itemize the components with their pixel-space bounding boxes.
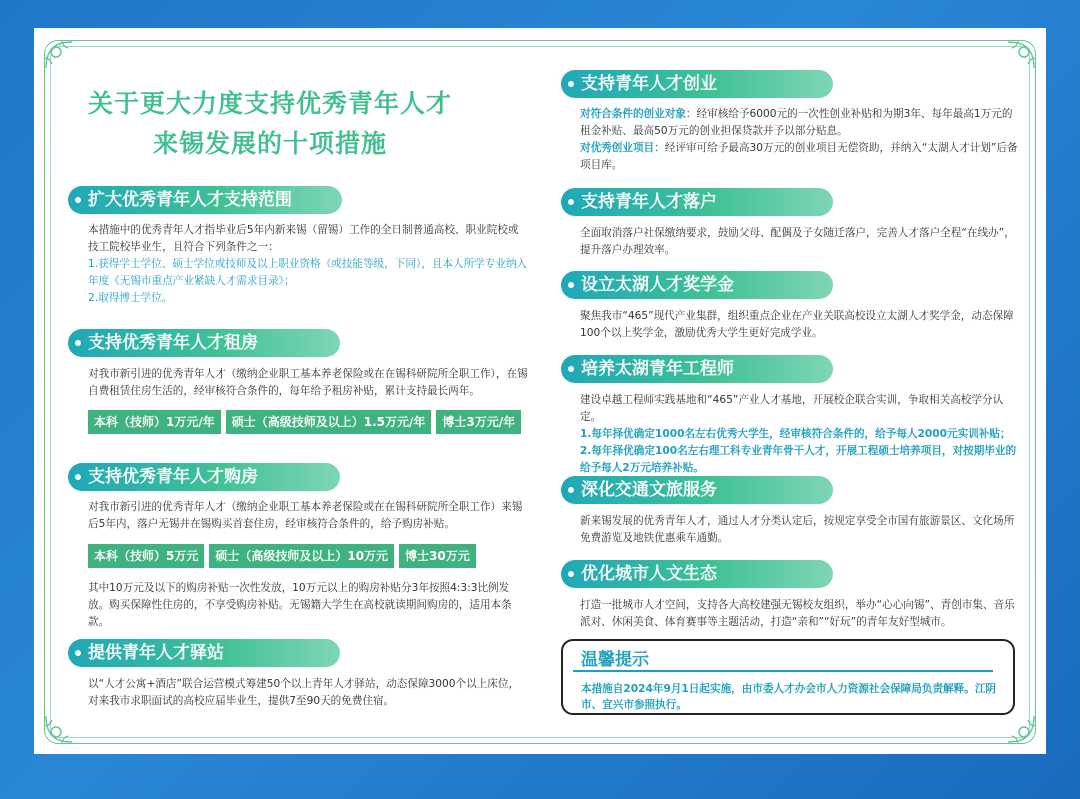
section-note-purchase: 其中10万元及以下的购房补贴一次性发放，10万元以上的购房补贴分3年按照4:3:3比例发放。购买保障性住房的，不享受购房补贴。无锡籍大学生在高校就读期间购房的，适用本条款。 (88, 582, 512, 628)
section-heading-scholarship (561, 271, 833, 299)
heading-text: 优化城市人文生态 (581, 564, 717, 584)
subsidy-box: 本科（技师）5万元 (88, 544, 204, 568)
list-item: 1.每年择优确定1000名左右优秀大学生，经审核符合条件的，给予每人2000元实训补贴； (580, 428, 1011, 440)
section-body-scope (88, 222, 528, 307)
section-body-transport: 新来锡发展的优秀青年人才，通过人才分类认定后，按规定享受全市国有旅游景区、文化场所免费游览及地铁优惠乘车通勤。 (580, 515, 1015, 544)
corner-ornament-icon (1004, 38, 1038, 72)
startup-paragraph-1 (580, 106, 1020, 140)
reminder-text: 本措施自2024年9月1日起实施，由市委人才办会市人力资源社会保障局负责解释。江阴市、宜兴市参照执行。 (581, 683, 997, 711)
heading-text: 支持优秀青年人才租房 (88, 333, 258, 353)
heading-text: 提供青年人才驿站 (88, 643, 224, 663)
reminder-box (561, 639, 1015, 715)
reminder-divider (573, 670, 993, 672)
subsidy-box: 本科（技师）1万元/年 (88, 410, 221, 434)
heading-text: 培养太湖青年工程师 (581, 359, 734, 379)
corner-ornament-icon (1004, 712, 1038, 746)
subsidy-box: 硕士（高级技师及以上）1.5万元/年 (226, 410, 432, 434)
heading-text: 设立太湖人才奖学金 (581, 275, 734, 295)
section-heading-rent (68, 329, 340, 357)
heading-text: 扩大优秀青年人才支持范围 (88, 190, 292, 210)
subsidy-box: 博士30万元 (399, 544, 476, 568)
section-body-scholarship: 聚焦我市“465”现代产业集群，组织重点企业在产业关联高校设立太湖人才奖学金，动态保障100个以上奖学金，激励优秀大学生更好完成学业。 (580, 310, 1014, 339)
section-heading-startup (561, 70, 833, 98)
section-heading-purchase (68, 463, 340, 491)
bullet-dot-icon (75, 340, 81, 346)
bullet-dot-icon (75, 474, 81, 480)
section-heading-engineer (561, 355, 833, 383)
bullet-dot-icon (568, 199, 574, 205)
body-text: 建设卓越工程师实践基地和“465”产业人才基地，开展校企联合实训，争取相关高校学分认定。 (580, 394, 1004, 423)
startup-text-2: 经评审可给予最高30万元的创业项目无偿资助，并纳入“太湖人才计划”后备项目库。 (580, 142, 1018, 171)
startup-text-1: 经审核给予6000元的一次性创业补贴和为期3年、每年最高1万元的租金补贴、最高50万元的创业担保贷款并予以部分贴息。 (580, 108, 1013, 137)
section-heading-hukou (561, 188, 833, 216)
section-body-engineer (580, 392, 1020, 477)
list-item: 1.获得学士学位、硕士学位或技师及以上职业资格（或技能等级，下同），且本人所学专业纳入年度《无锡市重点产业紧缺人才需求目录》； (88, 258, 528, 287)
section-body-rent: 对我市新引进的优秀青年人才（缴纳企业职工基本养老保险或在在锡科研院所全职工作），在锡自费租赁住房生活的，经审核符合条件的，每年给予租房补贴，累计支持最长两年。 (88, 368, 528, 397)
section-body-startup (580, 106, 1020, 174)
startup-label-1: 对符合条件的创业对象： (580, 108, 697, 120)
bullet-dot-icon (568, 571, 574, 577)
bullet-dot-icon (568, 487, 574, 493)
section-body-culture: 打造一批城市人才空间，支持各大高校建强无锡校友组织，举办“心心向锡”、青创市集、音乐派对、休闲美食、体育赛事等主题活动，打造“亲和”“好玩”的青年友好型城市。 (580, 599, 1015, 628)
reminder-title: 温馨提示 (581, 650, 649, 670)
heading-text: 支持优秀青年人才购房 (88, 467, 258, 487)
corner-ornament-icon (42, 38, 76, 72)
subsidy-box: 博士3万元/年 (436, 410, 521, 434)
heading-text: 支持青年人才创业 (581, 74, 717, 94)
rent-subsidy-boxes (88, 410, 521, 434)
bullet-dot-icon (75, 650, 81, 656)
section-body-purchase: 对我市新引进的优秀青年人才（缴纳企业职工基本养老保险或在在锡科研院所全职工作）来锡后5年内，落户无锡并在锡购买首套住房，经审核符合条件的，给予购房补贴。 (88, 501, 523, 530)
section-heading-station (68, 639, 340, 667)
section-body-hukou: 全面取消落户社保缴纳要求，鼓励父母、配偶及子女随迁落户，完善人才落户全程“在线办”，提升落户办理效率。 (580, 227, 1015, 256)
section-body-station: 以“人才公寓+酒店”联合运营模式筹建50个以上青年人才驿站，动态保障3000个以上床位，对来我市求职面试的高校应届毕业生，提供7至90天的免费住宿。 (88, 678, 520, 707)
body-text: 本措施中的优秀青年人才指毕业后5年内新来锡（留锡）工作的全日制普通高校、职业院校或技工院校毕业生，且符合下列条件之一： (88, 224, 519, 253)
bullet-dot-icon (568, 282, 574, 288)
purchase-subsidy-boxes (88, 544, 476, 568)
list-item: 2.取得博士学位。 (88, 292, 173, 304)
heading-text: 深化交通文旅服务 (581, 480, 717, 500)
subsidy-box: 硕士（高级技师及以上）10万元 (209, 544, 394, 568)
page-title-line1: 关于更大力度支持优秀青年人才 (87, 89, 452, 118)
corner-ornament-icon (42, 712, 76, 746)
section-heading-scope (68, 186, 342, 214)
startup-label-2: 对优秀创业项目： (580, 142, 665, 154)
list-item: 2.每年择优确定100名左右理工科专业青年骨干人才，开展工程硕士培养项目，对按期毕业的给予每人2万元培养补贴。 (580, 445, 1017, 474)
bullet-dot-icon (75, 197, 81, 203)
startup-paragraph-2 (580, 140, 1020, 174)
bullet-dot-icon (568, 366, 574, 372)
bullet-dot-icon (568, 81, 574, 87)
section-heading-transport (561, 476, 833, 504)
page-title-line2: 来锡发展的十项措施 (152, 129, 387, 158)
section-heading-culture (561, 560, 833, 588)
heading-text: 支持青年人才落户 (581, 192, 717, 212)
